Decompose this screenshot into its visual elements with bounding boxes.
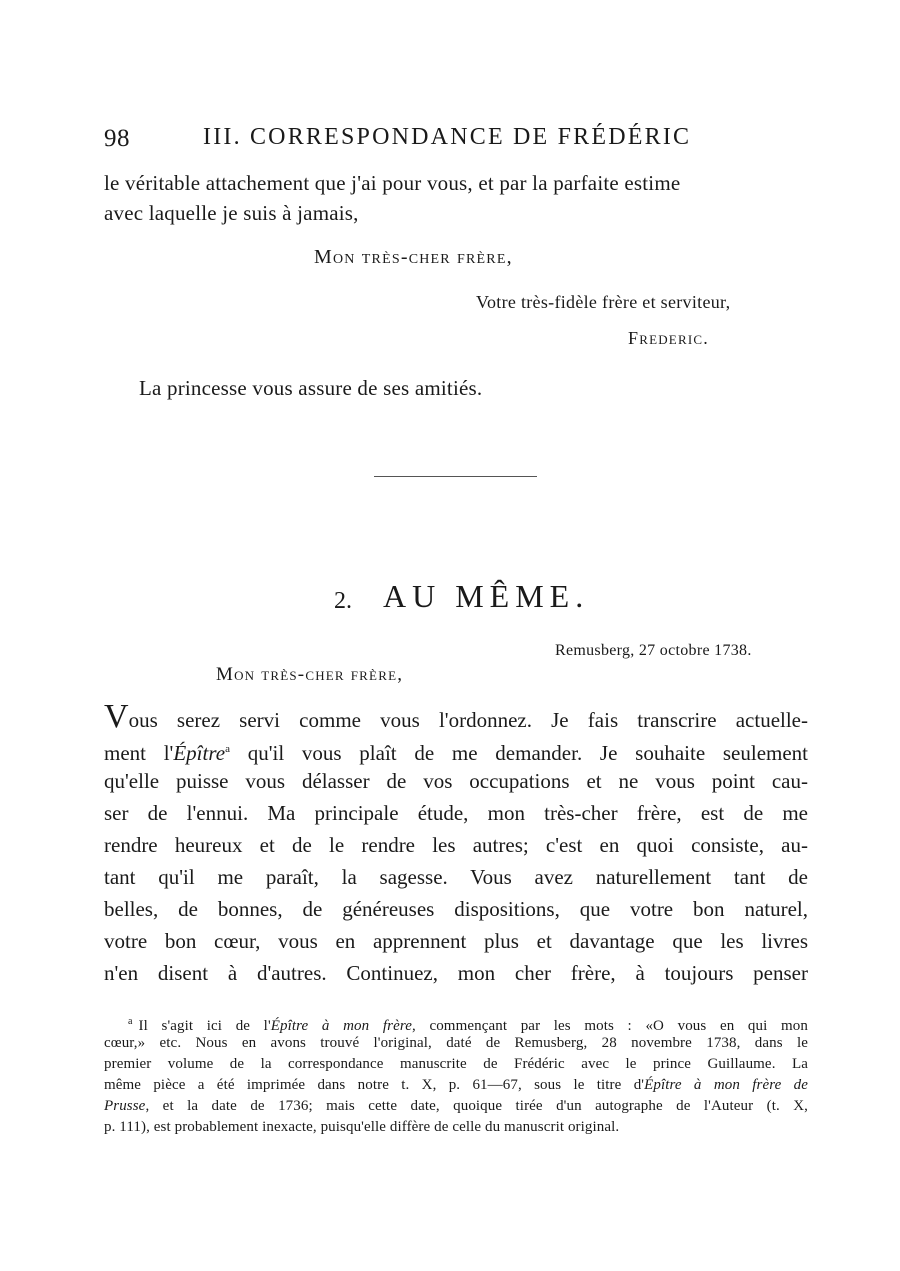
footnote-line — [104, 1075, 808, 1095]
drop-cap: V — [104, 698, 129, 735]
body-text: qu'il vous plaît de me demander. Je souhaite seulement — [229, 741, 809, 765]
running-title: III. CORRESPONDANCE DE FRÉDÉRIC — [203, 124, 692, 150]
text-line: avec laquelle je suis à jamais, — [104, 201, 359, 225]
footnote-line: p. 111), est probablement inexacte, puisqu'elle diffère de celle du manuscrit original. — [104, 1119, 620, 1135]
body-line: belles, de bonnes, de généreuses dispositions, que votre bon naturel, — [104, 897, 808, 921]
closing-formula: Votre très-fidèle frère et serviteur, — [476, 292, 731, 312]
body-line: tant qu'il me paraît, la sagesse. Vous avez naturellement tant de — [104, 865, 808, 889]
body-text: ment l' — [104, 741, 174, 765]
footnote-text: , commençant par les mots : «O vous en qui mon — [411, 1018, 808, 1034]
footnote-text-italic: Prusse — [104, 1098, 146, 1114]
letter-title: AU MÊME. — [383, 578, 590, 614]
signature: Frederic. — [628, 328, 709, 348]
place-date: Remusberg, 27 octobre 1738. — [555, 642, 752, 659]
section-divider — [374, 476, 537, 477]
footnote-text: , et la date de 1736; mais cette date, quoique tirée d'un autographe de l'Auteur (t. X, — [145, 1098, 808, 1114]
text-line: le véritable attachement que j'ai pour vous, et par la parfaite estime — [104, 171, 681, 195]
body-text: ous serez servi comme vous l'ordonnez. Je fais transcrire actuelle- — [128, 708, 808, 732]
footnote-marker: a — [128, 1016, 133, 1027]
footnote-text-italic: Épître à mon frère de — [644, 1077, 808, 1093]
body-line: rendre heureux et de le rendre les autres; c'est en quoi consiste, au- — [104, 833, 808, 857]
body-line: n'en disent à d'autres. Continuez, mon cher frère, à toujours penser — [104, 961, 808, 985]
footnote-text: Il s'agit ici de l' — [138, 1018, 271, 1034]
body-line: qu'elle puisse vous délasser de vos occupations et ne vous point cau- — [104, 769, 808, 793]
body-line — [104, 736, 808, 766]
footnote-text-italic: Épître à mon frère — [270, 1018, 412, 1034]
body-line: ser de l'ennui. Ma principale étude, mon très-cher frère, est de me — [104, 801, 808, 825]
letter-number: 2. — [334, 588, 352, 614]
postscript: La princesse vous assure de ses amitiés. — [139, 376, 483, 400]
footnote-line — [104, 1096, 808, 1116]
footnote-line: premier volume de la correspondance manuscrite de Frédéric avec le prince Guillaume. La — [104, 1056, 808, 1072]
body-line: votre bon cœur, vous en apprennent plus et davantage que les livres — [104, 929, 808, 953]
footnote-marker: a — [225, 743, 230, 755]
footnote-line: cœur,» etc. Nous en avons trouvé l'original, daté de Remusberg, 28 novembre 1738, dans le — [104, 1035, 808, 1051]
salutation: Mon très-cher frère, — [314, 246, 513, 268]
body-line — [104, 698, 808, 735]
salutation: Mon très-cher frère, — [216, 664, 404, 685]
footnote-text: même pièce a été imprimée dans notre t. X, p. 61—67, sous le titre d' — [104, 1077, 645, 1093]
page-number: 98 — [104, 125, 130, 152]
body-text-italic: Épître — [173, 741, 226, 765]
